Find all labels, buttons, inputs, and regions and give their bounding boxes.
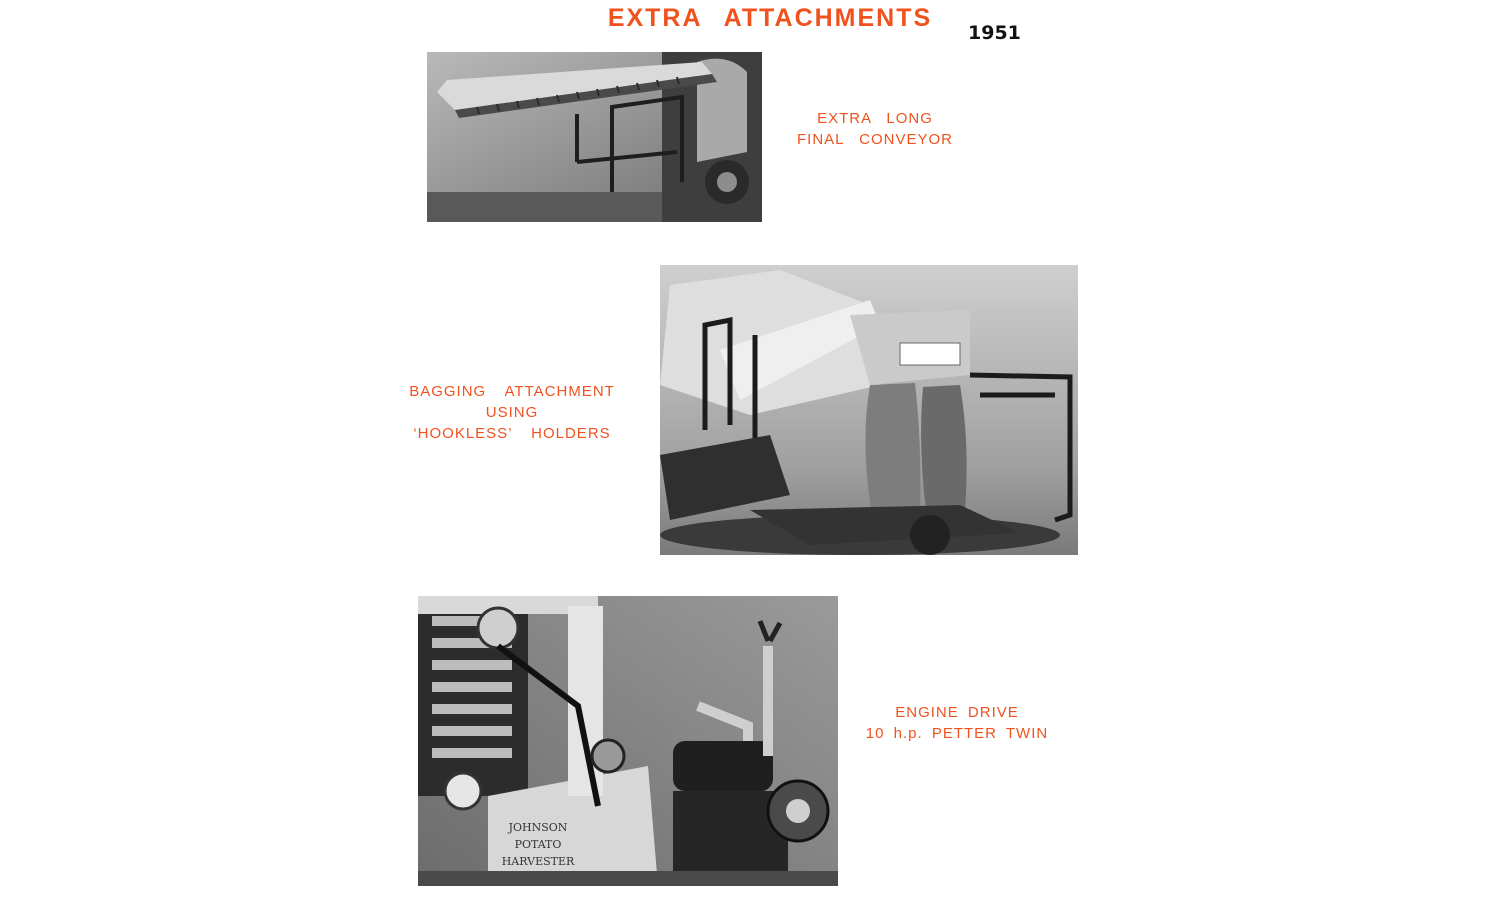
engine-caption <box>852 702 1062 744</box>
caption-line: EXTRA LONG <box>817 110 933 127</box>
machine-label-line: POTATO <box>514 838 562 851</box>
caption-line: 10 h.p. PETTER TWIN <box>865 725 1049 742</box>
machine-label-line: JOHNSON <box>508 821 568 834</box>
caption-line: BAGGING ATTACHMENT <box>409 383 615 400</box>
page-title: EXTRA ATTACHMENTS <box>607 4 933 32</box>
caption-line: ENGINE DRIVE <box>895 704 1019 721</box>
caption-line: FINAL CONVEYOR <box>797 131 953 148</box>
machine-label-line: HARVESTER <box>501 855 575 868</box>
bagging-photo <box>660 265 1078 555</box>
conveyor-caption <box>790 108 960 150</box>
year-label: 1951 <box>968 22 1021 44</box>
caption-line: ‘HOOKLESS’ HOLDERS <box>413 425 611 442</box>
caption-line: USING <box>485 404 539 421</box>
conveyor-photo <box>427 52 762 222</box>
bagging-caption <box>396 381 628 444</box>
engine-photo <box>418 596 838 886</box>
